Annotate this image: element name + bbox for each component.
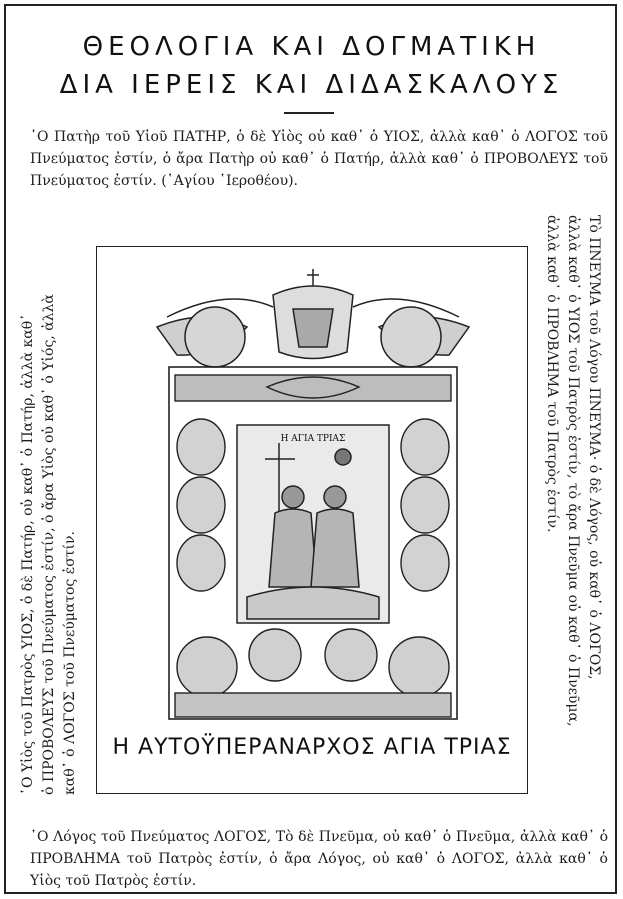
icon-inscription: Η ΑΓΙΑ ΤΡΙΑΣ — [280, 434, 346, 444]
bottom-evangelist-roundels — [175, 629, 451, 717]
top-quote: ῾Ο Πατὴρ τοῦ Υἱοῦ ΠΑΤΗΡ, ὁ δὲ Υἱὸς οὐ καθ᾽ ὁ ΥΙΟΣ, ἀλλὰ καθ᾽ ὁ ΛΟΓΟΣ τοῦ Πνεύματος ἐστίν, ὁ ἄρα Πατὴρ οὐ καθ᾽ ὁ Πατήρ, ἀλλὰ καθ᾽ ὁ ΠΡΟΒΟΛΕΥΣ τοῦ Πνεύματος ἐστίν. (῾Αγίου ῾Ιεροθέου). — [30, 129, 608, 189]
page-title-line1: ΘΕΟΛΟΓΙΑ ΚΑΙ ΔΟΓΜΑΤΙΚΗ — [82, 32, 541, 62]
icon-caption: Η ΑΥΤΟΫΠΕΡΑΝΑΡΧΟΣ ΑΓΙΑ ΤΡΙΑΣ — [112, 735, 512, 760]
right-text-line: Τὸ ΠΝΕΥΜΑ τοῦ Λόγου ΠΝΕΥΜΑ· ὁ δὲ Λόγος, οὐ καθ᾽ ὁ ΛΟΓΟΣ, — [586, 215, 602, 680]
engraving-illustration — [97, 247, 529, 795]
left-text-line: καθ᾽ ὁ ΛΟΓΟΣ τοῦ Πνεύματος ἐστίν. — [62, 531, 78, 795]
right-vertical-text — [538, 215, 604, 800]
left-text-line: ὁ ΠΡΟΒΟΛΕΥΣ τοῦ Πνεύματος ἐστίν, ὁ ἄρα Υἱὸς οὐ καθ᾽ ὁ Υἱός, ἀλλὰ — [41, 294, 57, 795]
title-divider — [284, 112, 334, 114]
page-title-line2: ΔΙΑ ΙΕΡΕΙΣ ΚΑΙ ΔΙΔΑΣΚΑΛΟΥΣ — [59, 70, 564, 100]
eagle-band — [175, 375, 451, 401]
bottom-quote: ῾Ο Λόγος τοῦ Πνεύματος ΛΟΓΟΣ, Τὸ δὲ Πνεῦμα, οὐ καθ᾽ ὁ Πνεῦμα, ἀλλὰ καθ᾽ ὁ ΠΡΟΒΛΗΜΑ τοῦ Πατρὸς ἐστίν, ὁ ἄρα Λόγος, οὐ καθ᾽ ὁ ΛΟΓΟΣ, ἀλλὰ καθ᾽ ὁ Υἱὸς τοῦ Πατρὸς ἐστίν. — [30, 829, 608, 889]
left-vertical-text — [18, 210, 84, 795]
trinity-icon-engraving — [96, 246, 528, 794]
right-text-line: ἀλλὰ καθ᾽ ὁ ΥΙΟΣ τοῦ Πατρὸς ἐστίν, τὸ ἄρα Πνεῦμα οὐ καθ᾽ ὁ Πνεῦμα, — [565, 215, 581, 727]
trinity-center-panel — [237, 425, 389, 623]
right-text-line: ἀλλὰ καθ᾽ ὁ ΠΡΟΒΛΗΜΑ τοῦ Πατρὸς ἐστίν. — [544, 215, 560, 533]
left-text-line: ῾Ο Υἱὸς τοῦ Πατρὸς ΥΙΟΣ, ὁ δὲ Πατήρ, οὐ καθ᾽ ὁ Πατήρ, ἀλλὰ καθ᾽ — [20, 313, 36, 795]
